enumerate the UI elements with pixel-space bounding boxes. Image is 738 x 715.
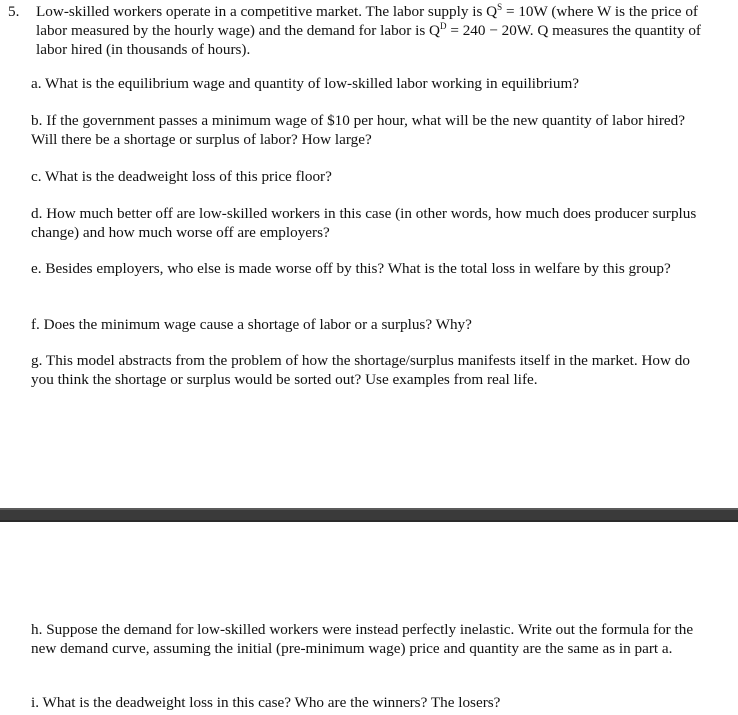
- part-d: d. How much better off are low-skilled workers in this case (in other words, how much does producer surplus change) and how much worse off are employers?: [31, 205, 697, 241]
- question-intro: [36, 2, 708, 59]
- part-i: i. What is the deadweight loss in this case? Who are the winners? The losers?: [31, 694, 501, 711]
- intro-text-2: = 10W (where W is the price of labor measured by the hourly wage) and the demand for labor is Q: [36, 3, 698, 39]
- question-5: [8, 2, 708, 59]
- supply-superscript: S: [497, 2, 503, 12]
- part-h: h. Suppose the demand for low-skilled workers were instead perfectly inelastic. Write out the formula for the new demand curve, assuming the initial (pre-minimum wage) price and quantity are the same as in part a.: [31, 621, 694, 657]
- demand-superscript: D: [440, 21, 447, 31]
- part-g: g. This model abstracts from the problem of how the shortage/surplus manifests itself in the market. How do you think the shortage or surplus would be sorted out? Use examples from real life.: [31, 352, 690, 388]
- intro-text-3: = 240 − 20W. Q measures the quantity of labor hired (in thousands of hours).: [36, 22, 701, 58]
- question-number: 5.: [8, 3, 20, 20]
- page-divider: [0, 508, 738, 522]
- part-e: e. Besides employers, who else is made worse off by this? What is the total loss in welfare by this group?: [31, 260, 671, 277]
- intro-text-1: Low-skilled workers operate in a competitive market. The labor supply is Q: [36, 3, 498, 20]
- page-bottom: [0, 522, 738, 715]
- part-c: c. What is the deadweight loss of this price floor?: [31, 168, 332, 185]
- part-a: a. What is the equilibrium wage and quantity of low-skilled labor working in equilibrium?: [31, 75, 580, 92]
- part-f: f. Does the minimum wage cause a shortage of labor or a surplus? Why?: [31, 316, 472, 333]
- part-b: b. If the government passes a minimum wage of $10 per hour, what will be the new quantity of labor hired? Will there be a shortage or surplus of labor? How large?: [31, 112, 685, 148]
